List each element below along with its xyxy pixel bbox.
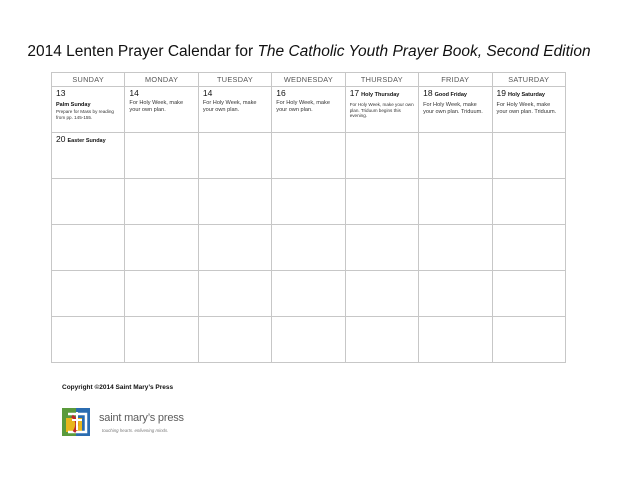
empty-day-cell (125, 271, 198, 317)
day-title: Holy Saturday (508, 92, 545, 98)
day-cell-20 (52, 133, 125, 179)
empty-day-cell (492, 271, 565, 317)
day-cell-14-tuesday (198, 87, 271, 133)
empty-day-cell (345, 179, 418, 225)
day-cell-13 (52, 87, 125, 133)
publisher-logo-mark-icon (62, 406, 94, 438)
empty-day-cell (125, 317, 198, 363)
empty-day-cell (125, 133, 198, 179)
day-note: For Holy Week, make your own plan. (129, 100, 184, 113)
day-title: Easter Sunday (67, 138, 106, 144)
empty-day-cell (492, 133, 565, 179)
day-note: For Holy Week, make your own plan. Triduum. (423, 102, 483, 115)
calendar-week-2 (52, 133, 566, 179)
empty-day-cell (52, 317, 125, 363)
copyright-notice: Copyright ©2014 Saint Mary’s Press (62, 384, 174, 391)
empty-day-cell (198, 133, 271, 179)
day-number: 18 (423, 88, 433, 98)
day-number: 19 (496, 88, 506, 98)
day-cell-18 (419, 87, 492, 133)
empty-day-cell (52, 271, 125, 317)
day-cell-14-monday (125, 87, 198, 133)
day-title: Holy Thursday (361, 92, 400, 98)
calendar-week-5 (52, 271, 566, 317)
empty-day-cell (272, 225, 345, 271)
empty-day-cell (125, 225, 198, 271)
weekday-monday: MONDAY (125, 73, 198, 87)
weekday-thursday: THURSDAY (345, 73, 418, 87)
empty-day-cell (52, 179, 125, 225)
day-number: 14 (129, 88, 139, 98)
empty-day-cell (345, 317, 418, 363)
day-title: Palm Sunday (56, 102, 91, 108)
weekday-tuesday: TUESDAY (198, 73, 271, 87)
weekday-sunday: SUNDAY (52, 73, 125, 87)
empty-day-cell (272, 133, 345, 179)
publisher-tagline: touching hearts. enlivening minds. (102, 428, 169, 433)
calendar-week-3 (52, 179, 566, 225)
day-title: Good Friday (434, 92, 467, 98)
day-number: 20 (56, 134, 66, 144)
title-prefix: 2014 Lenten Prayer Calendar for (27, 43, 258, 60)
empty-day-cell (272, 271, 345, 317)
empty-day-cell (198, 317, 271, 363)
empty-day-cell (198, 271, 271, 317)
empty-day-cell (419, 271, 492, 317)
empty-day-cell (345, 225, 418, 271)
calendar-week-6 (52, 317, 566, 363)
day-number: 13 (56, 88, 66, 98)
day-note: For Holy Week, make your own plan. (276, 100, 330, 113)
empty-day-cell (492, 225, 565, 271)
empty-day-cell (272, 179, 345, 225)
day-cell-19 (492, 87, 565, 133)
weekday-wednesday: WEDNESDAY (272, 73, 345, 87)
empty-day-cell (198, 179, 271, 225)
empty-day-cell (492, 317, 565, 363)
day-number: 16 (276, 88, 286, 98)
empty-day-cell (419, 317, 492, 363)
day-number: 14 (202, 88, 213, 98)
weekday-header-row (52, 73, 566, 87)
day-note: For Holy Week, make your own plan. (202, 100, 257, 113)
publisher-name: saint mary’s press (99, 412, 184, 424)
empty-day-cell (419, 179, 492, 225)
day-number: 17 (349, 88, 360, 98)
day-note: For Holy Week, make your own plan. Triduum. (496, 102, 557, 115)
empty-day-cell (419, 225, 492, 271)
day-note: Prepare for Mass by reading from pp. 145-155. (56, 109, 114, 120)
empty-day-cell (272, 317, 345, 363)
weekday-saturday: SATURDAY (492, 73, 565, 87)
weekday-friday: FRIDAY (419, 73, 492, 87)
empty-day-cell (345, 133, 418, 179)
empty-day-cell (345, 271, 418, 317)
empty-day-cell (492, 179, 565, 225)
page-title (0, 43, 618, 61)
day-cell-16 (272, 87, 345, 133)
empty-day-cell (52, 225, 125, 271)
empty-day-cell (125, 179, 198, 225)
calendar-week-4 (52, 225, 566, 271)
publisher-logo (62, 406, 182, 438)
calendar-grid (51, 72, 566, 363)
title-book: The Catholic Youth Prayer Book, Second Edition (257, 43, 591, 60)
empty-day-cell (198, 225, 271, 271)
day-cell-17 (345, 87, 418, 133)
empty-day-cell (419, 133, 492, 179)
day-note: For Holy Week, make your own plan. Triduum begins this evening. (349, 102, 414, 119)
calendar-week-1 (52, 87, 566, 133)
